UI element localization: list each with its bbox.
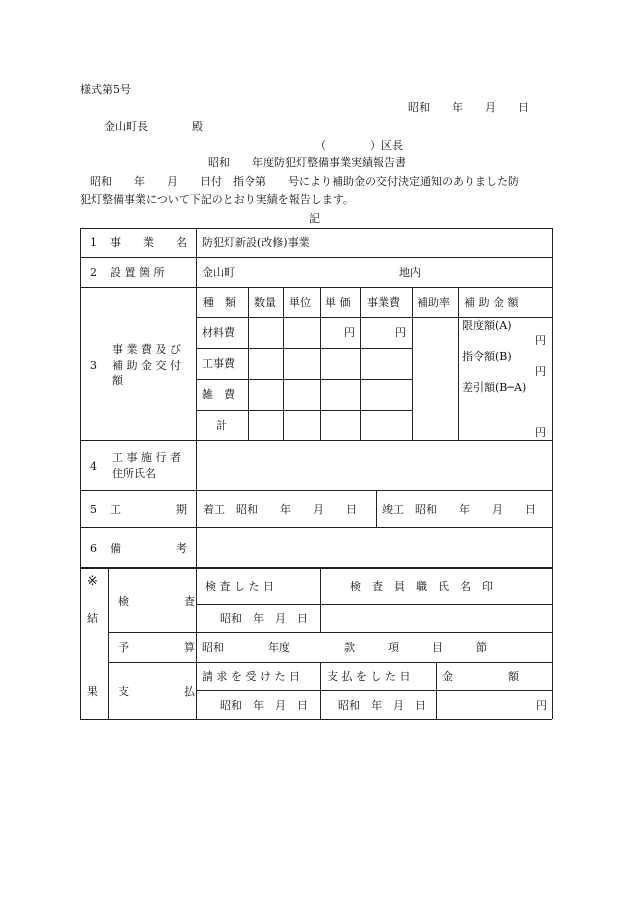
row-1-number: 1 [90,236,97,249]
budget-label: 予 算 [118,641,195,654]
item-misc: 雑 費 [202,388,235,401]
sender: （ ）区長 [315,139,403,152]
ordered-amount-label: 指令額(B) [462,350,512,363]
header-unit-price: 単 価 [325,296,351,309]
inspection-date: 昭和 年 月 日 [220,612,308,625]
amount-header: 金 額 [442,670,519,683]
form-number: 様式第5号 [80,83,131,96]
row-3-label-line-2: 補 助 金 交 付 [112,359,181,372]
document-title: 昭和 年度防犯灯整備事業実績報告書 [208,156,406,169]
project-cost-yen: 円 [395,326,406,339]
item-materials: 材料費 [202,326,235,339]
completion-date: 竣工 昭和 年 月 日 [382,503,536,516]
header-project-cost: 事業費 [367,296,400,309]
addressee: 金山町長 殿 [104,120,203,133]
budget-year: 昭和 年度 [202,641,290,654]
result-mark: ※ [87,574,98,589]
payment-label: 支 払 [118,685,195,698]
start-date: 着工 昭和 年 月 日 [203,503,357,516]
location-town: 金山町 [202,266,235,279]
project-name-value: 防犯灯新設(改修)事業 [202,236,310,249]
header-subsidy-rate: 補助率 [417,296,450,309]
row-2-label: 設 置 箇 所 [110,266,165,279]
header-unit: 単位 [289,296,311,309]
payment-made-header: 支 払 を し た 日 [327,670,411,683]
row-5-label: 工 期 [110,503,187,516]
item-construction: 工事費 [202,357,235,370]
header-quantity: 数量 [254,296,276,309]
item-total: 計 [216,419,227,432]
row-5-number: 5 [90,503,97,516]
row-4-label-line-1: 工 事 施 行 者 [112,451,181,464]
header-type: 種 類 [203,296,236,309]
row-4-label-line-2: 住所氏名 [112,467,156,480]
inspection-date-header: 検 査 し た 日 [205,580,274,593]
row-3-label-line-3: 額 [112,374,123,387]
unit-price-yen: 円 [344,326,355,339]
row-6-label: 備 考 [110,542,187,555]
intro-line-1: 昭和 年 月 日付 指令第 号により補助金の交付決定通知のありました防 [90,175,519,188]
header-subsidy-amount: 補 助 金 額 [464,296,519,309]
row-1-label: 事 業 名 [110,236,187,249]
request-received-date: 昭和 年 月 日 [220,699,308,712]
difference-yen: 円 [535,426,546,439]
limit-amount-yen: 円 [535,334,546,347]
row-3-label-line-1: 事 業 費 及 び [112,343,181,356]
intro-line-2: 犯灯整備事業について下記のとおり実績を報告します。 [80,193,354,206]
amount-yen: 円 [536,699,547,712]
ki-mark: 記 [309,212,320,225]
row-6-number: 6 [90,542,97,555]
result-side-top: 結 [87,612,98,625]
row-3-number: 3 [90,359,97,372]
budget-items: 款 項 目 節 [344,641,487,654]
inspector-header: 検 査 員 職 氏 名 印 [350,580,493,593]
ordered-amount-yen: 円 [535,365,546,378]
limit-amount-label: 限度額(A) [462,319,512,332]
difference-label: 差引額(B─A) [462,381,527,394]
row-4-number: 4 [90,460,97,473]
location-suffix: 地内 [399,266,421,279]
report-date: 昭和 年 月 日 [408,101,529,114]
inspection-label: 検 査 [118,595,195,608]
payment-made-date: 昭和 年 月 日 [338,699,426,712]
request-received-header: 請 求 を 受 け た 日 [202,670,300,683]
result-side-bottom: 果 [87,685,98,698]
row-2-number: 2 [90,266,97,279]
